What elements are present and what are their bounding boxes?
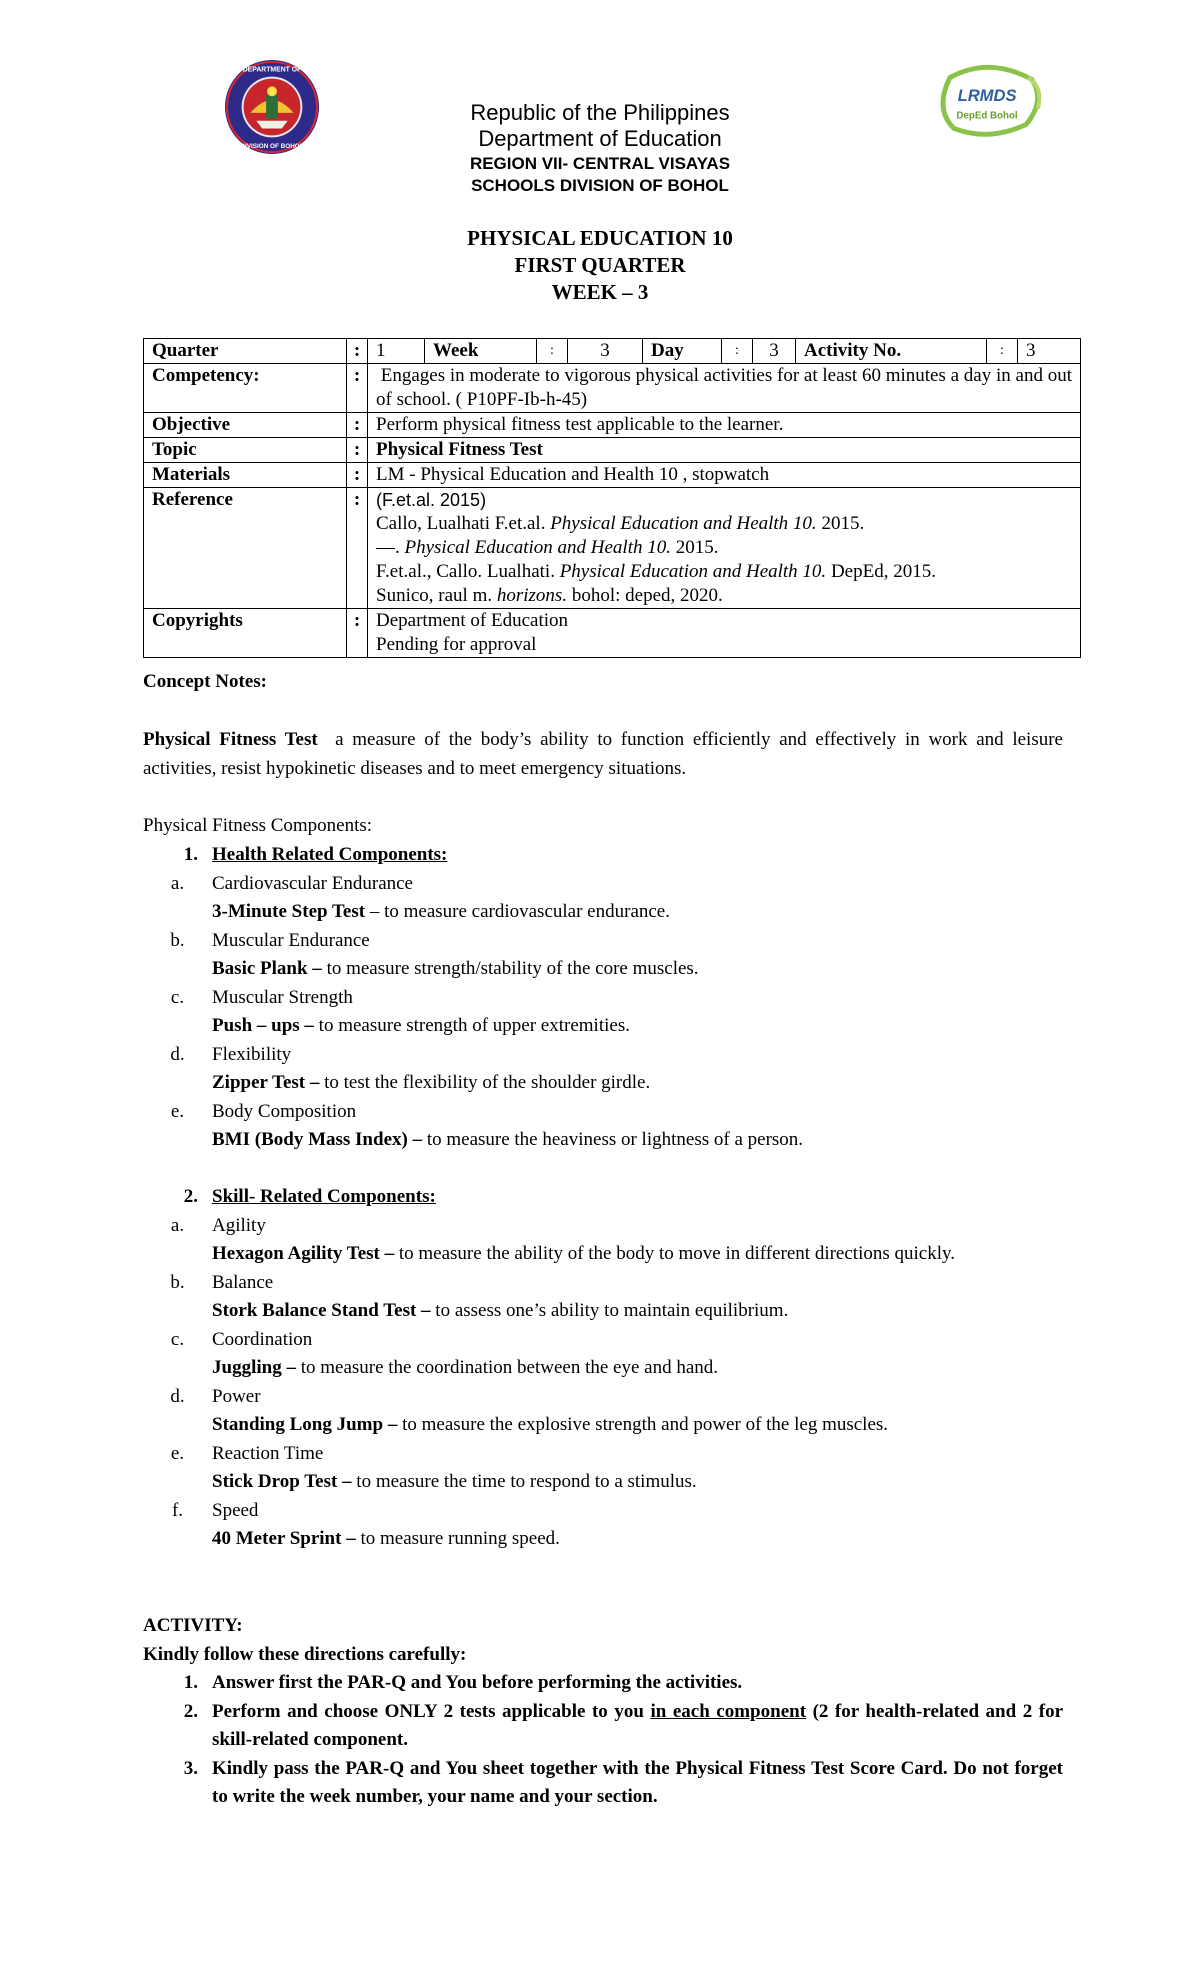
reference-line <box>376 584 1072 608</box>
reference-year: 2015. <box>670 537 719 558</box>
item-marker: b. <box>170 929 185 951</box>
header-department: Department of Education <box>478 126 722 151</box>
title-quarter: FIRST QUARTER <box>514 253 686 277</box>
colon: : <box>347 413 368 438</box>
direction-number: 2. <box>183 1700 198 1722</box>
activity-value: 3 <box>1026 340 1036 361</box>
competency-value: Engages in moderate to vigorous physical activities for at least 60 minutes a day in and out of school. ( P10PF-Ib-h-45) <box>368 364 1081 413</box>
reference-year: DepEd, 2015. <box>826 561 936 582</box>
objective-label: Objective <box>144 413 347 438</box>
reference-author: F.et.al., Callo. Lualhati. <box>376 561 560 582</box>
test-description: to assess one’s ability to maintain equilibrium. <box>430 1300 789 1321</box>
item-marker: c. <box>170 1328 185 1350</box>
component-test <box>143 1525 1063 1554</box>
test-name: Standing Long Jump – <box>212 1414 398 1435</box>
test-name: BMI (Body Mass Index) – <box>212 1129 423 1150</box>
list-item <box>143 1440 1063 1469</box>
pft-definition <box>143 726 1068 783</box>
component-name: Power <box>212 1385 261 1407</box>
reference-author: Sunico, raul m. <box>376 585 497 606</box>
component-name: Muscular Endurance <box>212 929 370 951</box>
list-item <box>143 1183 1063 1212</box>
reference-line: (F.et.al. 2015) <box>376 490 487 510</box>
item-marker: b. <box>170 1271 185 1293</box>
test-description: to measure the time to respond to a stimulus. <box>351 1471 697 1492</box>
test-description: to measure the explosive strength and power of the leg muscles. <box>397 1414 889 1435</box>
pft-description: a measure of the body’s ability to function efficiently and effectively in work and leisure activities, resist hypokinetic diseases and to meet emergency situations. <box>143 729 1068 779</box>
reference-author: Callo, Lualhati F.et.al. <box>376 513 551 534</box>
week-label: Week <box>425 339 537 363</box>
test-name: 3-Minute Step Test <box>212 901 366 922</box>
table-row <box>144 609 1081 658</box>
component-name: Speed <box>212 1499 259 1521</box>
svg-text:LRMDS: LRMDS <box>957 86 1017 105</box>
test-description: to measure strength of upper extremities. <box>313 1015 630 1036</box>
test-description: to measure the ability of the body to move in different directions quickly. <box>394 1243 955 1264</box>
direction-text-part: (2 for health-related and 2 for skill-related component. <box>212 1700 1068 1750</box>
component-name: Cardiovascular Endurance <box>212 872 413 894</box>
header-republic: Republic of the Philippines <box>470 100 730 125</box>
colon: : <box>987 339 1018 363</box>
component-name: Coordination <box>212 1328 313 1350</box>
objective-value: Perform physical fitness test applicable to the learner. <box>368 413 1081 438</box>
reference-title: Physical Education and Health 10. <box>404 537 671 558</box>
reference-label: Reference <box>144 488 347 609</box>
header-division: SCHOOLS DIVISION OF BOHOL <box>471 176 729 195</box>
component-name: Muscular Strength <box>212 986 353 1008</box>
direction-number: 1. <box>183 1672 198 1693</box>
reference-title: Physical Education and Health 10. <box>559 561 827 582</box>
reference-line <box>376 536 1072 560</box>
list-item <box>143 1098 1063 1127</box>
direction-text: Kindly pass the PAR-Q and You sheet together with the Physical Fitness Test Score Card. Do not forget to write the week number, your name and your section. <box>212 1757 1063 1807</box>
list-item <box>143 984 1063 1013</box>
test-description: to test the flexibility of the shoulder girdle. <box>319 1072 651 1093</box>
direction-text <box>212 1698 1068 1755</box>
topic-value: Physical Fitness Test <box>368 438 1081 463</box>
test-description: – to measure cardiovascular endurance. <box>365 901 670 922</box>
item-marker: d. <box>170 1043 185 1065</box>
component-test <box>143 955 1063 984</box>
test-name: Stick Drop Test – <box>212 1471 352 1492</box>
item-marker: f. <box>171 1499 184 1521</box>
component-test <box>143 898 1063 927</box>
component-test <box>143 1240 1063 1269</box>
list-item <box>143 1698 1068 1755</box>
direction-text: Answer first the PAR-Q and You before performing the activities. <box>212 1672 743 1693</box>
list-item <box>143 1383 1063 1412</box>
colon: : <box>347 339 368 364</box>
item-marker: d. <box>170 1385 185 1407</box>
direction-underlined: in each component <box>650 1700 807 1722</box>
test-description: to measure running speed. <box>355 1528 560 1549</box>
reference-title: Physical Education and Health 10. <box>550 513 817 534</box>
header-region: REGION VII- CENTRAL VISAYAS <box>469 154 731 173</box>
direction-text-part: Perform and choose ONLY 2 tests applicable to you <box>212 1700 651 1722</box>
component-test <box>143 1411 1063 1440</box>
quarter-row-cells <box>368 339 1081 364</box>
copyrights-label: Copyrights <box>144 609 347 658</box>
list-item <box>143 1326 1063 1355</box>
day-label: Day <box>643 339 722 363</box>
section-title: Skill- Related Components: <box>212 1186 436 1207</box>
day-value: 3 <box>753 339 796 363</box>
colon: : <box>722 339 753 363</box>
reference-year: 2015. <box>816 513 865 534</box>
competency-label: Competency: <box>144 364 347 413</box>
colon: : <box>347 609 368 658</box>
table-row <box>144 413 1081 438</box>
svg-text:DIVISION OF BOHOL: DIVISION OF BOHOL <box>240 143 304 151</box>
copyrights-owner: Department of Education <box>376 610 569 631</box>
components-list <box>143 841 1063 1554</box>
list-item <box>143 1041 1063 1070</box>
reference-year: bohol: deped, 2020. <box>567 585 723 606</box>
components-title: Physical Fitness Components: <box>143 815 373 836</box>
list-item <box>143 870 1063 899</box>
activity-heading: ACTIVITY: <box>143 1615 243 1636</box>
skill-items <box>143 1212 1063 1554</box>
section-title: Health Related Components: <box>212 844 448 865</box>
colon: : <box>347 438 368 463</box>
table-row <box>368 339 1080 363</box>
component-name: Flexibility <box>212 1043 292 1065</box>
quarter-label: Quarter <box>144 339 347 364</box>
reference-values <box>368 488 1081 609</box>
colon: : <box>347 488 368 609</box>
item-marker: c. <box>170 986 185 1008</box>
activity-subheading: Kindly follow these directions carefully: <box>143 1643 467 1665</box>
colon: : <box>537 339 568 363</box>
test-name: 40 Meter Sprint – <box>212 1528 356 1549</box>
list-item <box>143 1755 1063 1812</box>
component-name: Agility <box>212 1214 266 1236</box>
test-description: to measure the heaviness or lightness of a person. <box>422 1129 804 1150</box>
spacer <box>143 1155 1063 1184</box>
list-item <box>143 927 1063 956</box>
week-value: 3 <box>568 339 643 363</box>
quarter-value: 1 <box>368 339 425 363</box>
list-item <box>143 1497 1063 1526</box>
colon: : <box>347 364 368 413</box>
list-item <box>143 1669 1063 1698</box>
list-item <box>143 1269 1063 1298</box>
section-number: 2. <box>183 1186 198 1207</box>
materials-value: LM - Physical Education and Health 10 , stopwatch <box>368 463 1081 488</box>
table-row <box>144 438 1081 463</box>
section-number: 1. <box>183 844 198 865</box>
pft-term: Physical Fitness Test <box>143 729 318 750</box>
component-name: Body Composition <box>212 1100 357 1122</box>
test-name: Hexagon Agility Test – <box>212 1243 395 1264</box>
table-row <box>144 339 1081 364</box>
test-name: Juggling – <box>212 1357 296 1378</box>
copyrights-status: Pending for approval <box>376 634 537 655</box>
svg-text:DepEd Bohol: DepEd Bohol <box>956 110 1018 122</box>
table-row <box>144 364 1081 413</box>
reference-author: —. <box>376 537 405 558</box>
component-test <box>143 1012 1063 1041</box>
materials-label: Materials <box>144 463 347 488</box>
quarter-subtable <box>368 339 1080 363</box>
reference-line <box>376 512 1072 536</box>
table-row <box>144 463 1081 488</box>
component-name: Balance <box>212 1271 274 1293</box>
topic-label: Topic <box>144 438 347 463</box>
title-subject: PHYSICAL EDUCATION 10 <box>467 226 733 250</box>
test-name: Basic Plank – <box>212 958 322 979</box>
reference-title: horizons. <box>496 585 568 606</box>
component-test <box>143 1354 1063 1383</box>
activity-label: Activity No. <box>796 339 987 363</box>
table-row <box>144 488 1081 609</box>
item-marker: a. <box>170 1214 185 1236</box>
test-description: to measure strength/stability of the core muscles. <box>321 958 699 979</box>
component-name: Reaction Time <box>212 1442 324 1464</box>
test-description: to measure the coordination between the eye and hand. <box>295 1357 719 1378</box>
test-name: Stork Balance Stand Test – <box>212 1300 431 1321</box>
item-marker: e. <box>170 1100 185 1122</box>
test-name: Push – ups – <box>212 1015 314 1036</box>
concept-notes-heading: Concept Notes: <box>143 671 268 692</box>
list-item <box>143 1212 1063 1241</box>
item-marker: a. <box>170 872 185 894</box>
title-week: WEEK – 3 <box>551 280 649 304</box>
activity-section <box>143 1612 1068 1812</box>
direction-number: 3. <box>183 1757 198 1779</box>
test-name: Zipper Test – <box>212 1072 320 1093</box>
component-test <box>143 1468 1063 1497</box>
svg-text:DEPARTMENT OF: DEPARTMENT OF <box>242 66 302 74</box>
item-marker: e. <box>170 1442 185 1464</box>
copyrights-values <box>368 609 1081 658</box>
health-items <box>143 870 1063 1155</box>
list-item <box>143 841 1063 870</box>
lesson-info-table <box>143 338 1081 658</box>
reference-line <box>376 560 1072 584</box>
component-test <box>143 1069 1063 1098</box>
component-test <box>143 1297 1063 1326</box>
colon: : <box>347 463 368 488</box>
component-test <box>143 1126 1063 1155</box>
